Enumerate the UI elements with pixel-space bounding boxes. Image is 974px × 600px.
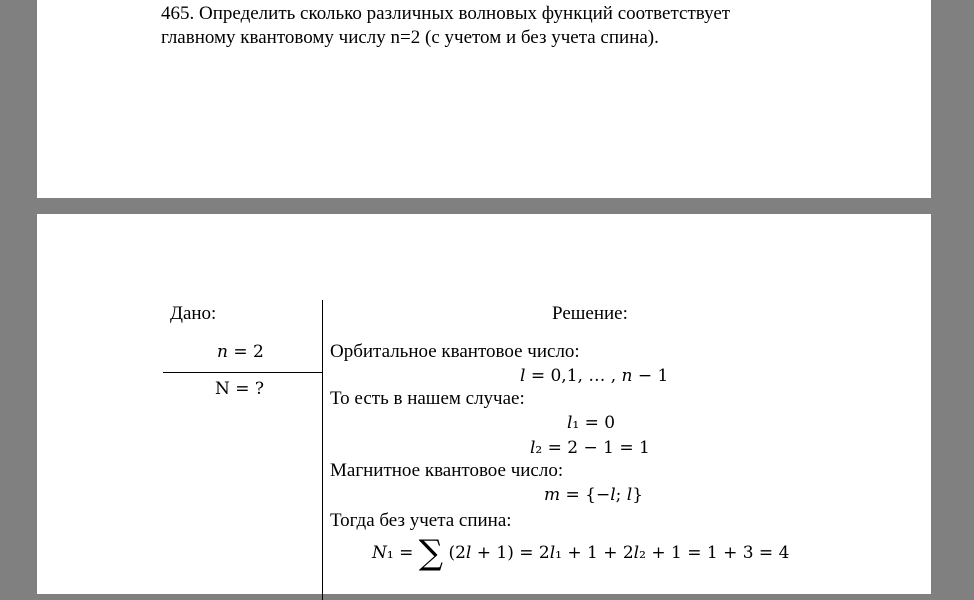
n1-formula (372, 533, 790, 573)
summation-symbol: ∑ (418, 533, 444, 573)
given-divider (163, 372, 323, 373)
l2-formula: 𝑙₂ = 2 − 1 = 1 (530, 438, 650, 458)
solution-label: Решение: (552, 303, 628, 324)
no-spin-label: Тогда без учета спина: (330, 510, 512, 531)
m-formula: 𝑚 = {−𝑙; 𝑙} (544, 485, 644, 505)
orbital-label: Орбитальное квантовое число: (330, 341, 580, 362)
problem-line-1: 465. Определить сколько различных волновых функций соответствует (161, 3, 731, 24)
find-n: N = ? (215, 379, 265, 399)
problem-line-2: главному квантовому числу n=2 (с учетом и без учета спина). (161, 27, 659, 48)
given-label: Дано: (170, 303, 217, 324)
orbital-formula: 𝑙 = 0,1, … , 𝑛 − 1 (520, 366, 669, 386)
table-vertical-divider (322, 300, 323, 600)
magnetic-label: Магнитное квантовое число: (330, 460, 564, 481)
case-label: То есть в нашем случае: (330, 388, 525, 409)
solution-page (37, 214, 931, 594)
problem-page (37, 0, 931, 198)
n1-rhs: (2𝑙 + 1) = 2𝑙₁ + 1 + 2𝑙₂ + 1 = 1 + 3 = 4 (448, 543, 790, 563)
l1-formula: 𝑙₁ = 0 (567, 413, 616, 433)
given-n: 𝑛 = 2 (217, 342, 264, 362)
n1-lhs: 𝑁₁ = (372, 543, 414, 563)
